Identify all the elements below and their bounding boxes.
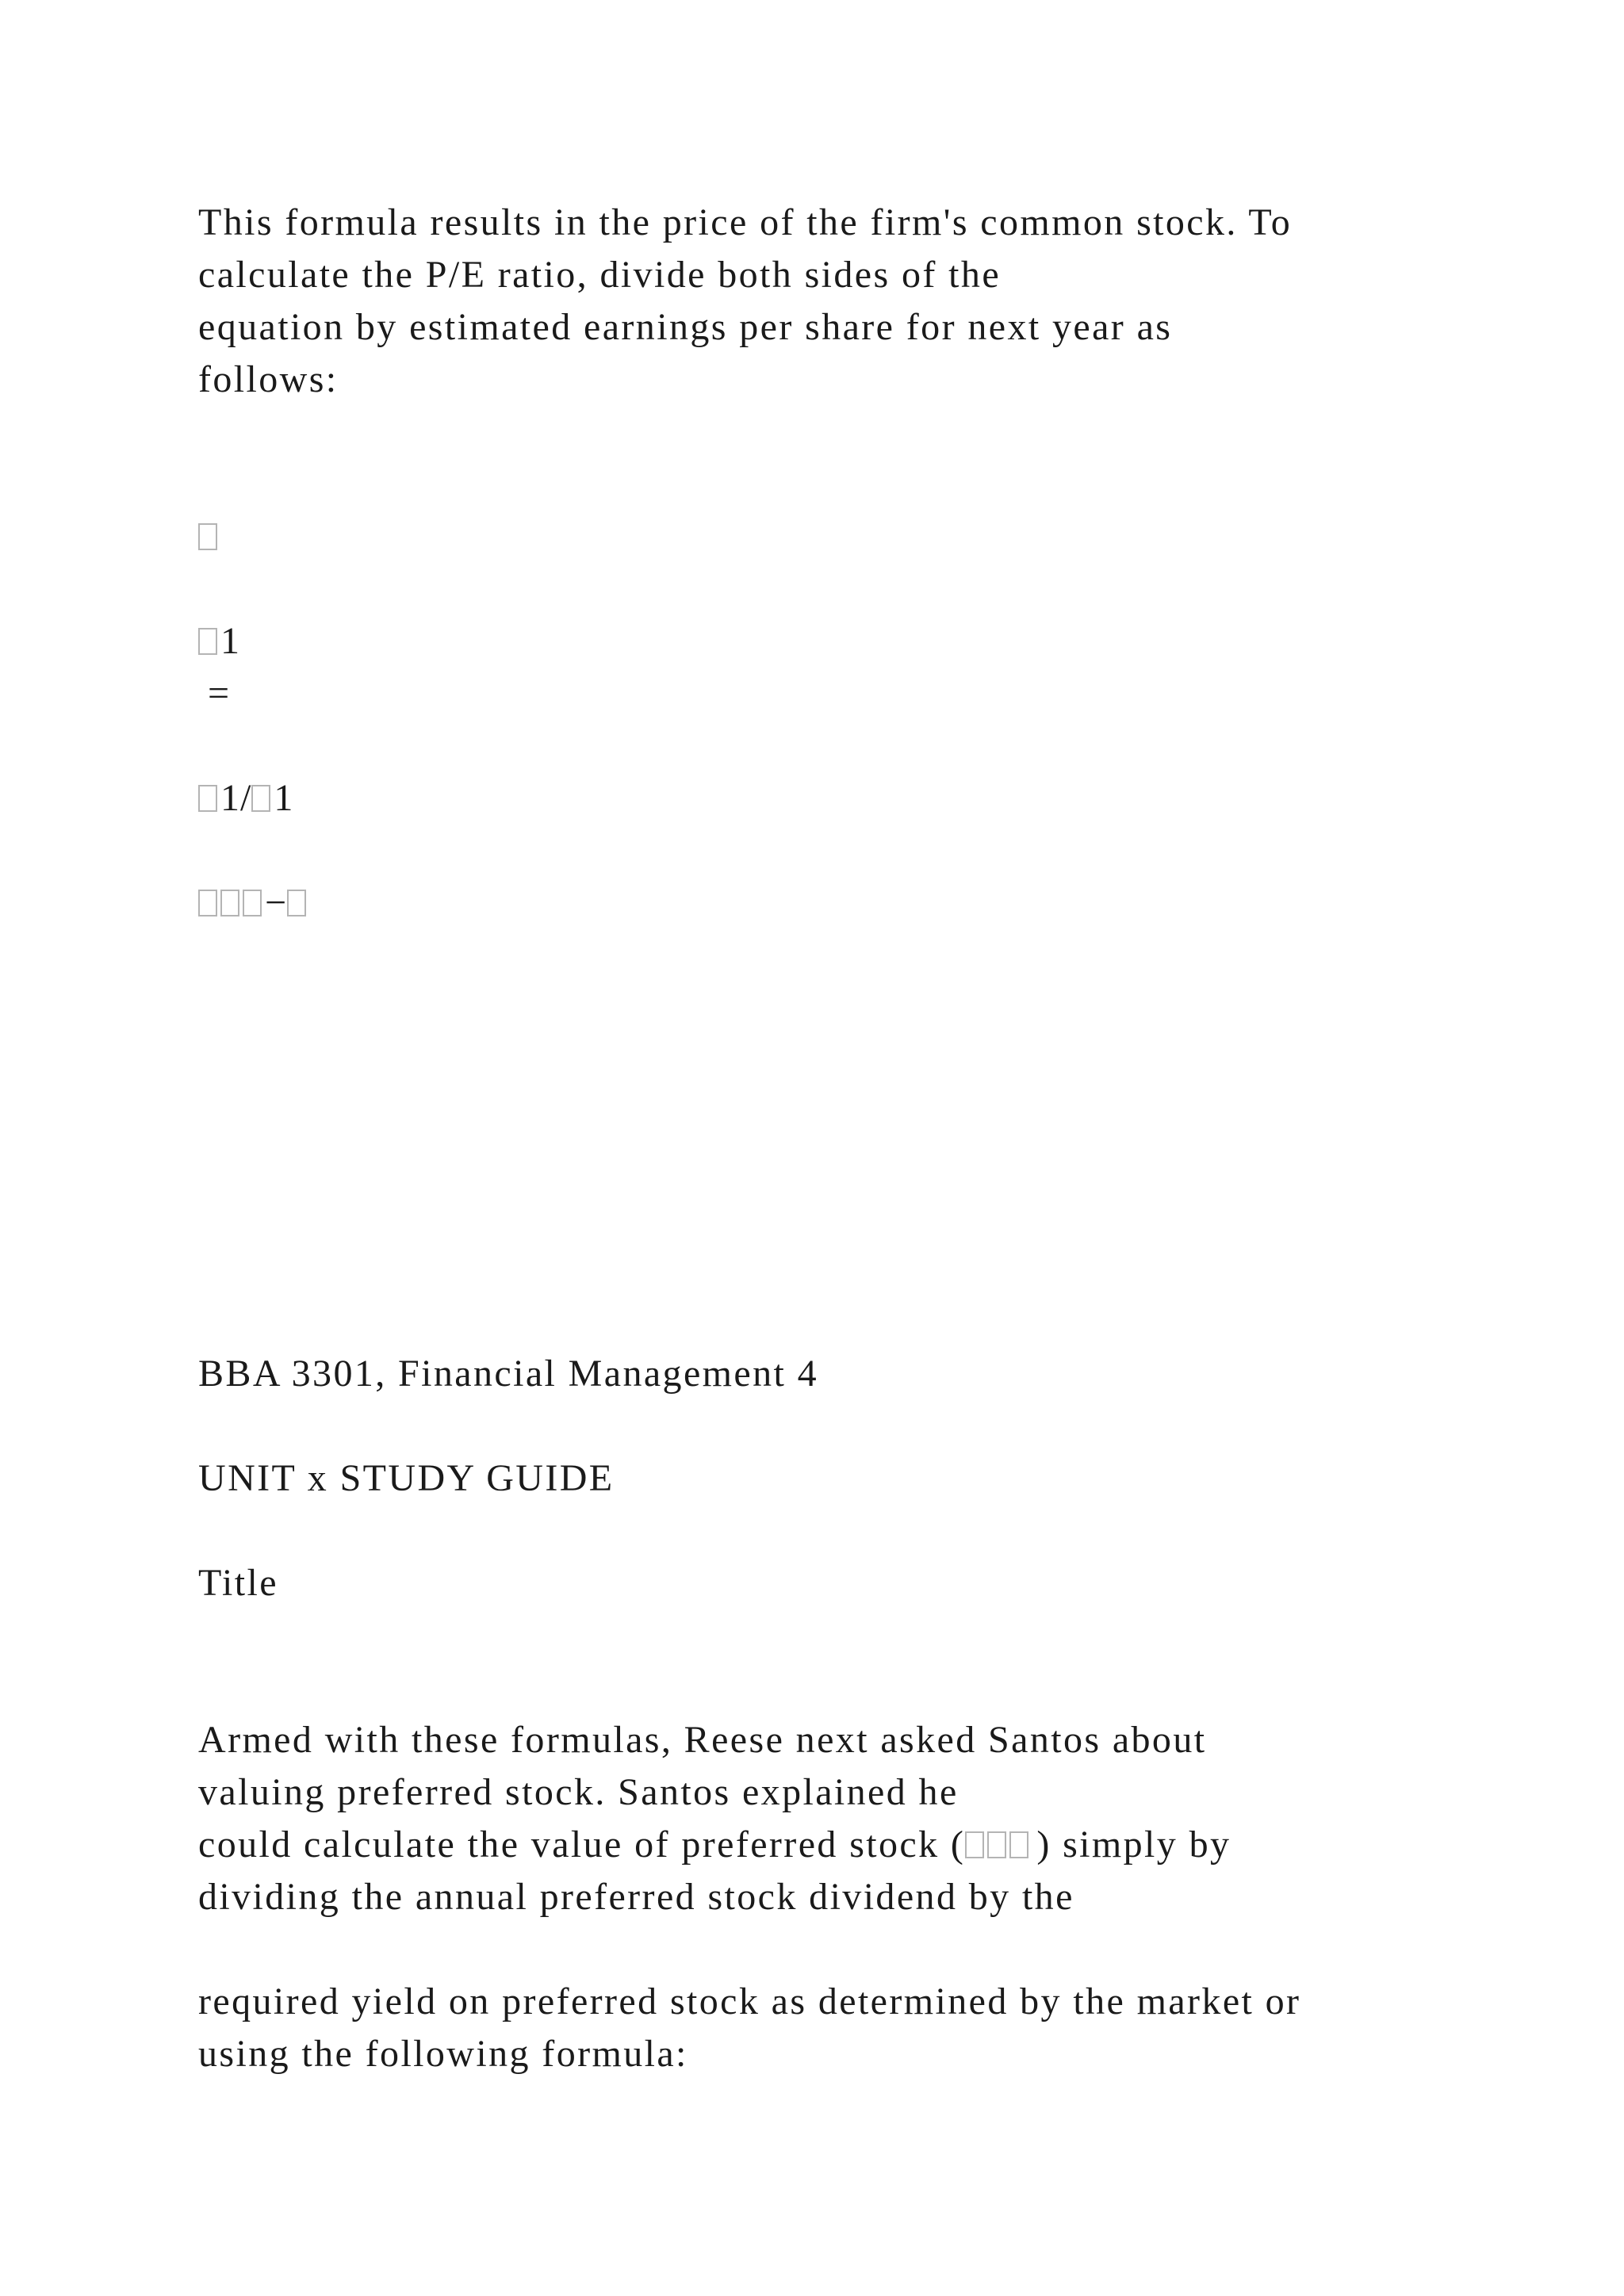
- page-title: Title: [198, 1562, 278, 1604]
- formula-price-symbol: [198, 511, 220, 563]
- formula-minus: −: [265, 882, 288, 924]
- missing-glyph-icon: [220, 890, 239, 916]
- formula-denominator: [198, 877, 309, 929]
- missing-glyph-icon: [198, 628, 217, 655]
- unit-header: UNIT x STUDY GUIDE: [198, 1457, 615, 1499]
- paragraph-1-line-3: equation by estimated earnings per share for next year as: [198, 306, 1173, 348]
- formula-subscript: 1: [220, 620, 240, 662]
- missing-glyph-icon: [287, 890, 306, 916]
- missing-glyph-icon: [1009, 1831, 1028, 1858]
- paragraph-1-line-2: calculate the P/E ratio, divide both sides of the: [198, 254, 1002, 296]
- missing-glyph-icon: [243, 890, 262, 916]
- formula-earnings-term: [198, 615, 240, 668]
- paragraph-2-line-3-text: could calculate the value of preferred stock (: [198, 1823, 966, 1866]
- formula-fraction: [198, 772, 293, 825]
- paragraph-2-line-4: dividing the annual preferred stock dividend by the: [198, 1876, 1074, 1918]
- missing-glyph-icon: [965, 1831, 984, 1858]
- course-header: BBA 3301, Financial Management 4: [198, 1353, 819, 1395]
- formula-equals: =: [208, 672, 231, 714]
- paragraph-2-line-3: [198, 1819, 1231, 1871]
- paragraph-2-line-1: Armed with these formulas, Reese next asked Santos about: [198, 1719, 1207, 1761]
- formula-slash: /: [240, 777, 252, 819]
- paragraph-2-line-2: valuing preferred stock. Santos explained he: [198, 1771, 959, 1813]
- paragraph-3-line-1: required yield on preferred stock as determined by the market or: [198, 1980, 1301, 2022]
- paragraph-2-line-3-tail: ) simply by: [1036, 1823, 1231, 1866]
- missing-glyph-icon: [987, 1831, 1006, 1858]
- missing-glyph-icon: [198, 523, 217, 550]
- paragraph-1-line-1: This formula results in the price of the firm's common stock. To: [198, 201, 1293, 243]
- paragraph-1-line-4: follows:: [198, 358, 339, 400]
- missing-glyph-icon: [198, 890, 217, 916]
- missing-glyph-icon: [198, 785, 217, 812]
- missing-glyph-icon: [251, 785, 270, 812]
- paragraph-3-line-2: using the following formula:: [198, 2033, 688, 2075]
- formula-subscript: 1: [220, 777, 240, 819]
- formula-subscript: 1: [274, 777, 294, 819]
